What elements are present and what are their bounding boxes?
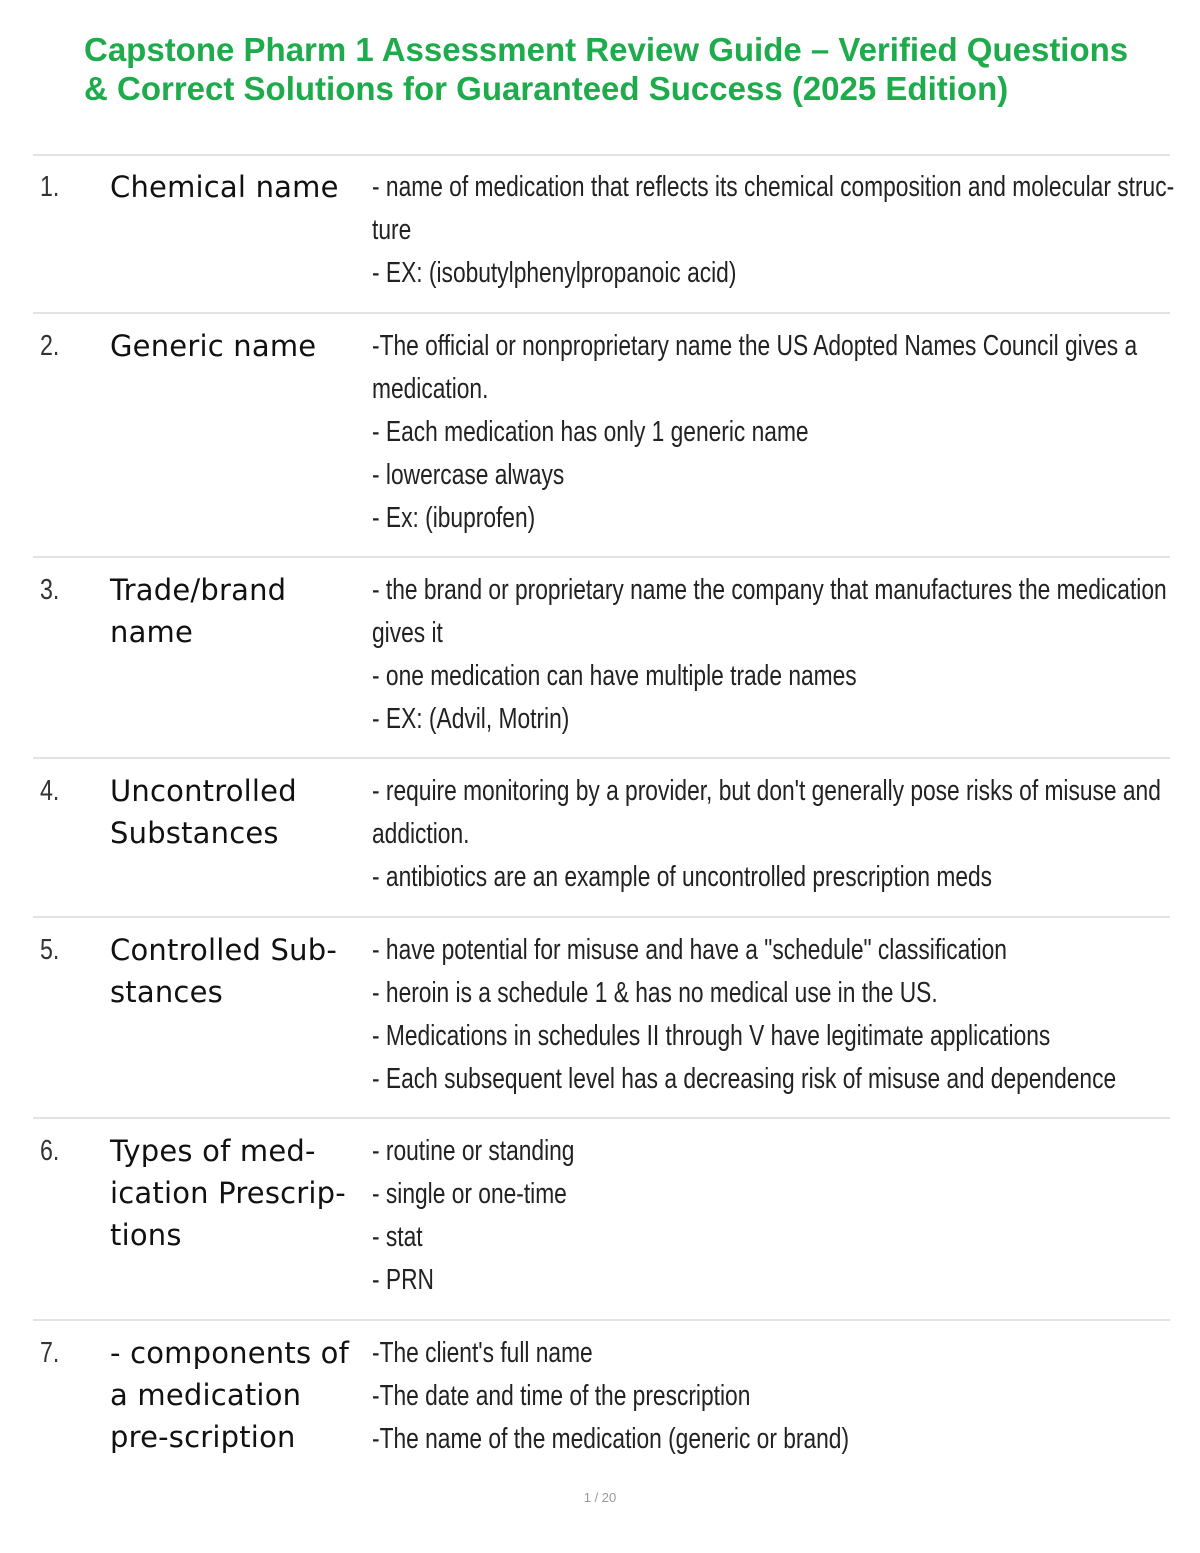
- entry-number: 1.: [40, 171, 60, 203]
- definition-line: - antibiotics are an example of uncontrolled prescription meds: [372, 861, 993, 893]
- definition-line: - stat: [372, 1221, 423, 1253]
- definition-line: -The date and time of the prescription: [372, 1380, 751, 1412]
- entry-definition: [372, 166, 1175, 295]
- definition-line: - have potential for misuse and have a "schedule" classification: [372, 934, 1007, 966]
- definition-line: medication.: [372, 373, 489, 405]
- page-indicator: 1 / 20: [583, 1490, 617, 1505]
- definition-line: ture: [372, 214, 412, 246]
- entry-term: Uncontrolled Substances: [110, 774, 297, 850]
- definition-line: - lowercase always: [372, 459, 565, 491]
- entry-term: Controlled Sub-stances: [110, 933, 338, 1009]
- entry-term: Chemical name: [110, 170, 339, 204]
- divider: [33, 556, 1170, 558]
- divider: [33, 1117, 1170, 1119]
- definition-line: -The official or nonproprietary name the US Adopted Names Council gives a: [372, 330, 1138, 362]
- document-title: Capstone Pharm 1 Assessment Review Guide – Verified Questions & Correct Solutions for Guaranteed Success (2025 Edition): [84, 31, 1129, 107]
- definition-line: - the brand or proprietary name the company that manufactures the medication: [372, 574, 1167, 606]
- divider: [33, 916, 1170, 918]
- definition-line: gives it: [372, 617, 443, 649]
- definition-line: - heroin is a schedule 1 & has no medical use in the US.: [372, 977, 938, 1009]
- entry-number: 7.: [40, 1337, 60, 1369]
- definition-line: - single or one-time: [372, 1178, 567, 1210]
- definition-line: - EX: (Advil, Motrin): [372, 703, 570, 735]
- entry-term: Trade/brand name: [110, 573, 287, 649]
- divider: [33, 312, 1170, 314]
- definition-line: - PRN: [372, 1264, 434, 1296]
- definition-line: - one medication can have multiple trade names: [372, 660, 857, 692]
- definition-line: - Medications in schedules II through V have legitimate applications: [372, 1020, 1051, 1052]
- definition-line: - Ex: (ibuprofen): [372, 502, 536, 534]
- entry-definition: [372, 325, 1157, 540]
- divider: [33, 154, 1170, 156]
- divider: [33, 757, 1170, 759]
- entry-definition: [372, 569, 1167, 741]
- entry-number: 5.: [40, 934, 60, 966]
- definition-line: addiction.: [372, 818, 470, 850]
- definition-line: - Each medication has only 1 generic name: [372, 416, 809, 448]
- entry-term: Generic name: [110, 329, 317, 363]
- divider: [33, 1319, 1170, 1321]
- entry-definition: [372, 770, 1161, 899]
- entry-term: - components of a medication pre-scription: [110, 1336, 350, 1454]
- entry-number: 2.: [40, 330, 60, 362]
- definition-line: - name of medication that reflects its chemical composition and molecular struc-: [372, 171, 1175, 203]
- definition-line: - routine or standing: [372, 1135, 575, 1167]
- entry-number: 3.: [40, 574, 60, 606]
- definition-line: -The client's full name: [372, 1337, 593, 1369]
- definition-line: -The name of the medication (generic or brand): [372, 1423, 850, 1455]
- entry-definition: [372, 1332, 1157, 1461]
- definition-line: - Each subsequent level has a decreasing risk of misuse and dependence: [372, 1063, 1117, 1095]
- entry-term: Types of med-ication Prescrip-tions: [110, 1134, 346, 1252]
- entry-definition: [372, 1130, 1157, 1302]
- entry-number: 6.: [40, 1135, 60, 1167]
- definition-line: - EX: (isobutylphenylpropanoic acid): [372, 257, 737, 289]
- entry-definition: [372, 929, 1157, 1101]
- entry-number: 4.: [40, 775, 60, 807]
- definition-line: - require monitoring by a provider, but don't generally pose risks of misuse and: [372, 775, 1161, 807]
